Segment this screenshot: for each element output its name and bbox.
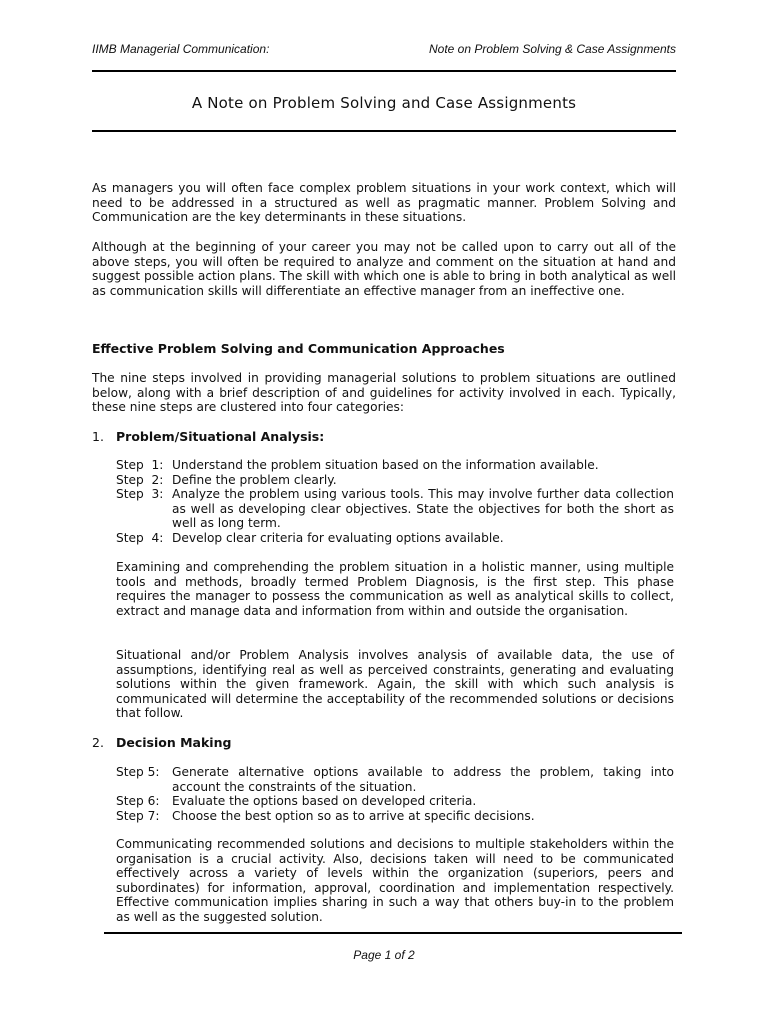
footer-rule (104, 932, 682, 934)
section-intro: The nine steps involved in providing managerial solutions to problem situations are outlined below, along with a brief description of and guidelines for activity involved in each. Typically, these nine steps are clustered into four categories: (92, 371, 676, 415)
category-paragraph: Situational and/or Problem Analysis involves analysis of available data, the use of assumptions, identifying real as well as perceived constraints, generating and evaluating solutions within the given framework. Again, the skill with which such analysis is communicated will determine the acceptability of the recommended solutions or decisions that follow. (116, 648, 674, 721)
page-number: Page 1 of 2 (353, 948, 415, 962)
step-item (116, 809, 674, 824)
header-right: Note on Problem Solving & Case Assignments (428, 42, 676, 56)
step-text: Generate alternative options available to address the problem, taking into account the constraints of the situation. (172, 765, 674, 794)
title-rule (92, 130, 676, 132)
step-item (116, 487, 674, 531)
intro-paragraph-2: Although at the beginning of your career you may not be called upon to carry out all of the above steps, you will often be required to analyze and comment on the situation at hand and suggest possible action plans. The skill with which one is able to bring in both analytical as well as communication skills will differentiate an effective manager from an ineffective one. (92, 240, 676, 298)
step-text: Evaluate the options based on developed criteria. (172, 794, 477, 809)
page-header (92, 42, 676, 56)
step-label: Step 5: (116, 765, 160, 779)
step-item (116, 531, 674, 546)
category-number: 1. (92, 429, 104, 444)
step-text: Understand the problem situation based on the information available. (172, 458, 599, 472)
category-heading (92, 429, 324, 444)
step-item (116, 458, 674, 473)
page-title: A Note on Problem Solving and Case Assignments (191, 94, 577, 112)
header-left: IIMB Managerial Communication: (92, 42, 270, 56)
step-text: Develop clear criteria for evaluating options available. (172, 530, 504, 545)
category-paragraph: Examining and comprehending the problem situation in a holistic manner, using multiple tools and methods, broadly termed Problem Diagnosis, is the first step. This phase requires the manager to possess the communication as well as analytical skills to collect, extract and manage data and information from within and outside the organisation. (116, 560, 674, 618)
category-label: Decision Making (116, 735, 232, 750)
section-heading: Effective Problem Solving and Communication Approaches (92, 341, 505, 356)
step-item (116, 473, 674, 488)
step-item (116, 765, 674, 794)
category-heading (92, 735, 231, 750)
step-item (116, 794, 674, 809)
step-label: Step 7: (116, 808, 160, 823)
category-label: Problem/Situational Analysis: (116, 429, 325, 444)
header-rule (92, 70, 676, 72)
step-label: Step 6: (116, 794, 160, 809)
step-label: Step 1: (116, 458, 164, 472)
step-text: Define the problem clearly. (172, 472, 337, 487)
category-number: 2. (92, 735, 104, 750)
step-text: Choose the best option so as to arrive at specific decisions. (172, 808, 535, 823)
step-text: Analyze the problem using various tools. This may involve further data collection as well as developing clear objectives. State the objectives for both the short as well as long term. (172, 487, 674, 531)
step-label: Step 4: (116, 530, 164, 545)
step-list (116, 765, 674, 823)
step-label: Step 3: (116, 487, 164, 502)
step-list (116, 458, 674, 546)
intro-paragraph-1: As managers you will often face complex problem situations in your work context, which will need to be addressed in a structured as well as pragmatic manner. Problem Solving and Communication are the key determinants in these situations. (92, 181, 676, 225)
category-paragraph: Communicating recommended solutions and decisions to multiple stakeholders within the organisation is a crucial activity. Also, decisions taken will need to be communicated effectively across a variety of levels within the organization (superiors, peers and subordinates) for information, approval, coordination and implementation respectively. Effective communication implies sharing in such a way that others buy-in to the problem as well as the suggested solution. (116, 837, 674, 924)
step-label: Step 2: (116, 472, 164, 487)
